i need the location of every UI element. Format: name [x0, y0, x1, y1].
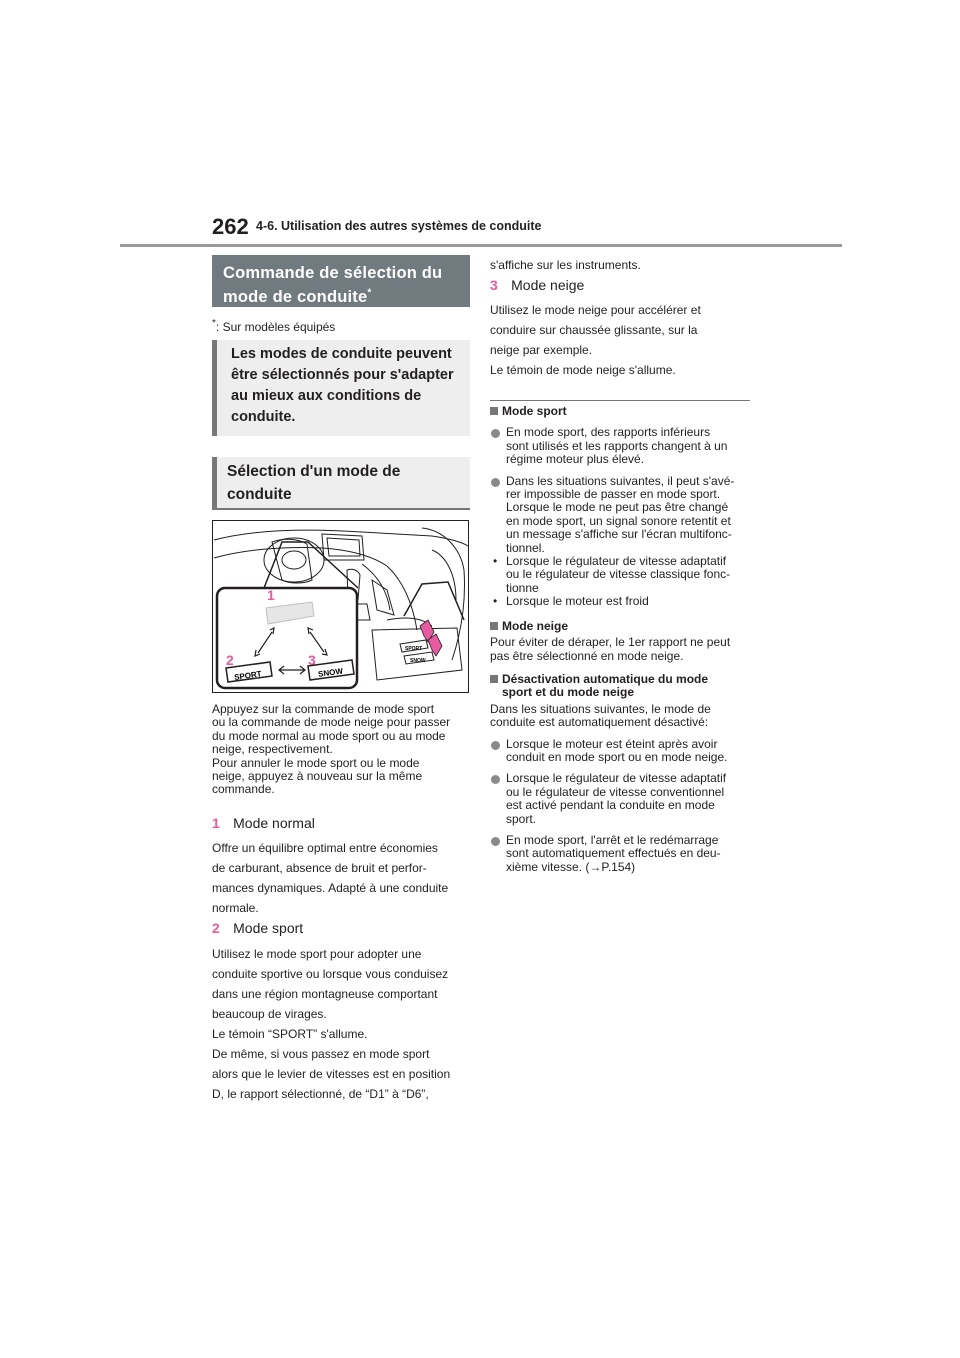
- description-line6: neige, appuyez à nouveau sur la même: [212, 769, 423, 784]
- description-line4: neige, respectivement.: [212, 742, 333, 757]
- note-sport-d1-l3: tionne: [506, 580, 539, 595]
- note-sport-d1-l2: ou le régulateur de vitesse classique fonc-: [506, 567, 731, 582]
- section-title-box: [212, 255, 470, 307]
- header-rule: [120, 244, 842, 247]
- note-auto-head-l1: Désactivation automatique du mode: [502, 671, 709, 686]
- section-header: 4-6. Utilisation des autres systèmes de conduite: [256, 219, 542, 233]
- mode-sport-l3: dans une région montagneuse comportant: [212, 987, 438, 1001]
- note-snow-l1: Pour éviter de déraper, le 1er rapport ne peut: [490, 635, 731, 650]
- note-sport-head-text: Mode sport: [502, 404, 567, 418]
- sport-label: SPORT: [233, 669, 263, 683]
- description-line7: commande.: [212, 782, 275, 797]
- note-auto-b2-l1: Lorsque le régulateur de vitesse adaptatif: [506, 771, 727, 786]
- section-title-line2-wrap: [223, 285, 460, 309]
- note-auto-b3-row3: [506, 861, 752, 874]
- note-sport-dash2: • Lorsque le moteur est froid: [490, 595, 752, 608]
- mode-sport-label: Mode sport: [233, 920, 304, 936]
- mode-sport-l4: beaucoup de virages.: [212, 1007, 327, 1021]
- note-auto-b2-l3: est activé pendant la conduite en mode: [506, 798, 715, 813]
- note-auto-b2-l4: sport.: [506, 811, 537, 826]
- arrow-right-icon: →: [589, 859, 602, 874]
- small-sport-label: SPORT: [405, 646, 423, 652]
- intro-line3: au mieux aux conditions de: [231, 388, 422, 404]
- snow-label: SNOW: [317, 666, 344, 679]
- note-auto-heading: [490, 673, 752, 700]
- mode-sport-l7: alors que le levier de vitesses est en position: [212, 1067, 451, 1081]
- note-auto-b1-l2: conduit en mode sport ou en mode neige.: [506, 749, 728, 764]
- note-sport-bullet1: [490, 426, 752, 466]
- note-auto-b3-l2: sont automatiquement effectués en deu-: [506, 846, 721, 861]
- description-line5: Pour annuler le mode sport ou le mode: [212, 755, 420, 770]
- note-auto-text: [490, 703, 752, 730]
- note-auto-b1-l1: Lorsque le moteur est éteint après avoir: [506, 736, 718, 751]
- note-auto-head-row1: [490, 673, 752, 686]
- mode-sport-l8: D, le rapport sélectionné, de “D1” à “D6”,: [212, 1087, 429, 1101]
- description-line3: du mode normal au mode sport ou au mode: [212, 728, 446, 743]
- mode-snow-l3: neige par exemple.: [490, 343, 593, 357]
- mode-normal-label: Mode normal: [233, 815, 315, 831]
- mode-normal-l2: de carburant, absence de bruit et perfor-: [212, 861, 427, 875]
- note-auto-head-l2: sport et du mode neige: [502, 685, 635, 700]
- note-sport-b1-l1: En mode sport, des rapports inférieurs: [506, 425, 711, 440]
- mode-normal-num: 1: [212, 815, 220, 831]
- description-line1: Appuyez sur la commande de mode sport: [212, 702, 435, 716]
- mode-normal-l3: mances dynamiques. Adapté à une conduite: [212, 881, 449, 895]
- section-title-line1: Commande de sélection du: [223, 264, 443, 282]
- intro-box: [212, 340, 470, 436]
- intro-line2: être sélectionnés pour s'adapter: [231, 367, 454, 383]
- note-snow-text: [490, 636, 752, 663]
- page-reference-link[interactable]: P.154): [601, 859, 636, 874]
- note-auto-b2-l2: ou le régulateur de vitesse conventionnel: [506, 784, 725, 799]
- footnote: [212, 320, 335, 334]
- description: [212, 703, 477, 797]
- mode-normal-heading: [212, 815, 315, 833]
- notes: [490, 405, 752, 874]
- mode-snow-l2: conduire sur chaussée glissante, sur la: [490, 323, 698, 337]
- note-sport-b1-l3: régime moteur plus élevé.: [506, 452, 645, 467]
- footnote-asterisk: *: [212, 318, 216, 329]
- mode-snow-text: [490, 300, 752, 380]
- note-sport-heading: [490, 405, 752, 418]
- small-snow-label: SNOW: [410, 658, 426, 664]
- mode-sport-l2: conduite sportive ou lorsque vous conduisez: [212, 967, 449, 981]
- note-sport-b2-l1: Dans les situations suivantes, il peut s'avé-: [506, 473, 735, 488]
- mode-sport-l1: Utilisez le mode sport pour adopter une: [212, 947, 422, 961]
- page-number: 262: [212, 214, 249, 239]
- note-auto-bullet3: [490, 834, 752, 874]
- note-sport-b2-l5: un message s'affiche sur l'écran multifonc-: [506, 527, 732, 542]
- note-auto-b3-l1: En mode sport, l'arrêt et le redémarrage: [506, 832, 719, 847]
- note-auto-b3-l3: xième vitesse. (: [506, 859, 590, 874]
- mode-sport-l5: Le témoin “SPORT” s'allume.: [212, 1027, 368, 1041]
- note-sport-b2-l6: tionnel.: [506, 540, 545, 555]
- mode-snow-num: 3: [490, 277, 498, 293]
- callout-1: 1: [267, 587, 275, 603]
- note-sport-b2-l4: en mode sport, un signal sonore retentit et: [506, 513, 731, 528]
- intro-line4: conduite.: [231, 409, 296, 425]
- intro-line1: Les modes de conduite peuvent: [231, 346, 452, 362]
- square-bullet-icon: [490, 622, 498, 630]
- mode-sport-heading: [212, 920, 303, 938]
- drive-mode-illustration: [212, 520, 469, 693]
- mode-snow-l4: Le témoin de mode neige s'allume.: [490, 363, 676, 377]
- note-sport-b1-l2: sont utilisés et les rapports changent à un: [506, 438, 728, 453]
- note-sport-d1-l1: • Lorsque le régulateur de vitesse adaptatif: [506, 554, 727, 569]
- callout-2: 2: [226, 652, 234, 668]
- note-auto-l2: conduite est automatiquement désactivé:: [490, 715, 709, 730]
- mode-normal-text: [212, 838, 477, 918]
- mode-normal-l4: normale.: [212, 901, 259, 915]
- footnote-text: : Sur modèles équipés: [215, 320, 336, 334]
- mode-sport-continuation: s'affiche sur les instruments.: [490, 258, 641, 272]
- square-bullet-icon: [490, 407, 498, 415]
- notes-divider: [490, 400, 750, 401]
- subsection-title-line1: Sélection d'un mode de: [227, 463, 401, 480]
- note-snow-heading: [490, 620, 752, 633]
- subsection-title-box: [212, 457, 470, 508]
- mode-snow-l1: Utilisez le mode neige pour accélérer et: [490, 303, 701, 317]
- mode-normal-l1: Offre un équilibre optimal entre économies: [212, 841, 438, 855]
- note-sport-bullet2: [490, 475, 752, 555]
- subsection-underline: [212, 508, 470, 510]
- note-snow-head-text: Mode neige: [502, 618, 569, 633]
- mode-sport-text: [212, 944, 477, 1104]
- note-auto-l1: Dans les situations suivantes, le mode de: [490, 701, 711, 716]
- note-auto-bullet1: [490, 738, 752, 765]
- mode-sport-l6: De même, si vous passez en mode sport: [212, 1047, 430, 1061]
- note-sport-b2-l3: Lorsque le mode ne peut pas être changé: [506, 500, 729, 515]
- note-sport-b2-l2: rer impossible de passer en mode sport.: [506, 487, 721, 502]
- mode-sport-num: 2: [212, 920, 220, 936]
- note-auto-bullet2: [490, 772, 752, 826]
- note-sport-dash1: [490, 555, 752, 595]
- subsection-title-line2: conduite: [227, 486, 292, 503]
- description-line2: ou la commande de mode neige pour passer: [212, 715, 451, 730]
- section-title-line2: mode de conduite: [223, 288, 368, 306]
- square-bullet-icon: [490, 675, 498, 683]
- callout-3: 3: [308, 652, 316, 668]
- mode-snow-label: Mode neige: [511, 277, 585, 293]
- note-snow-l2: pas être sélectionné en mode neige.: [490, 648, 684, 663]
- title-asterisk: *: [367, 287, 372, 299]
- mode-snow-heading: [490, 277, 584, 295]
